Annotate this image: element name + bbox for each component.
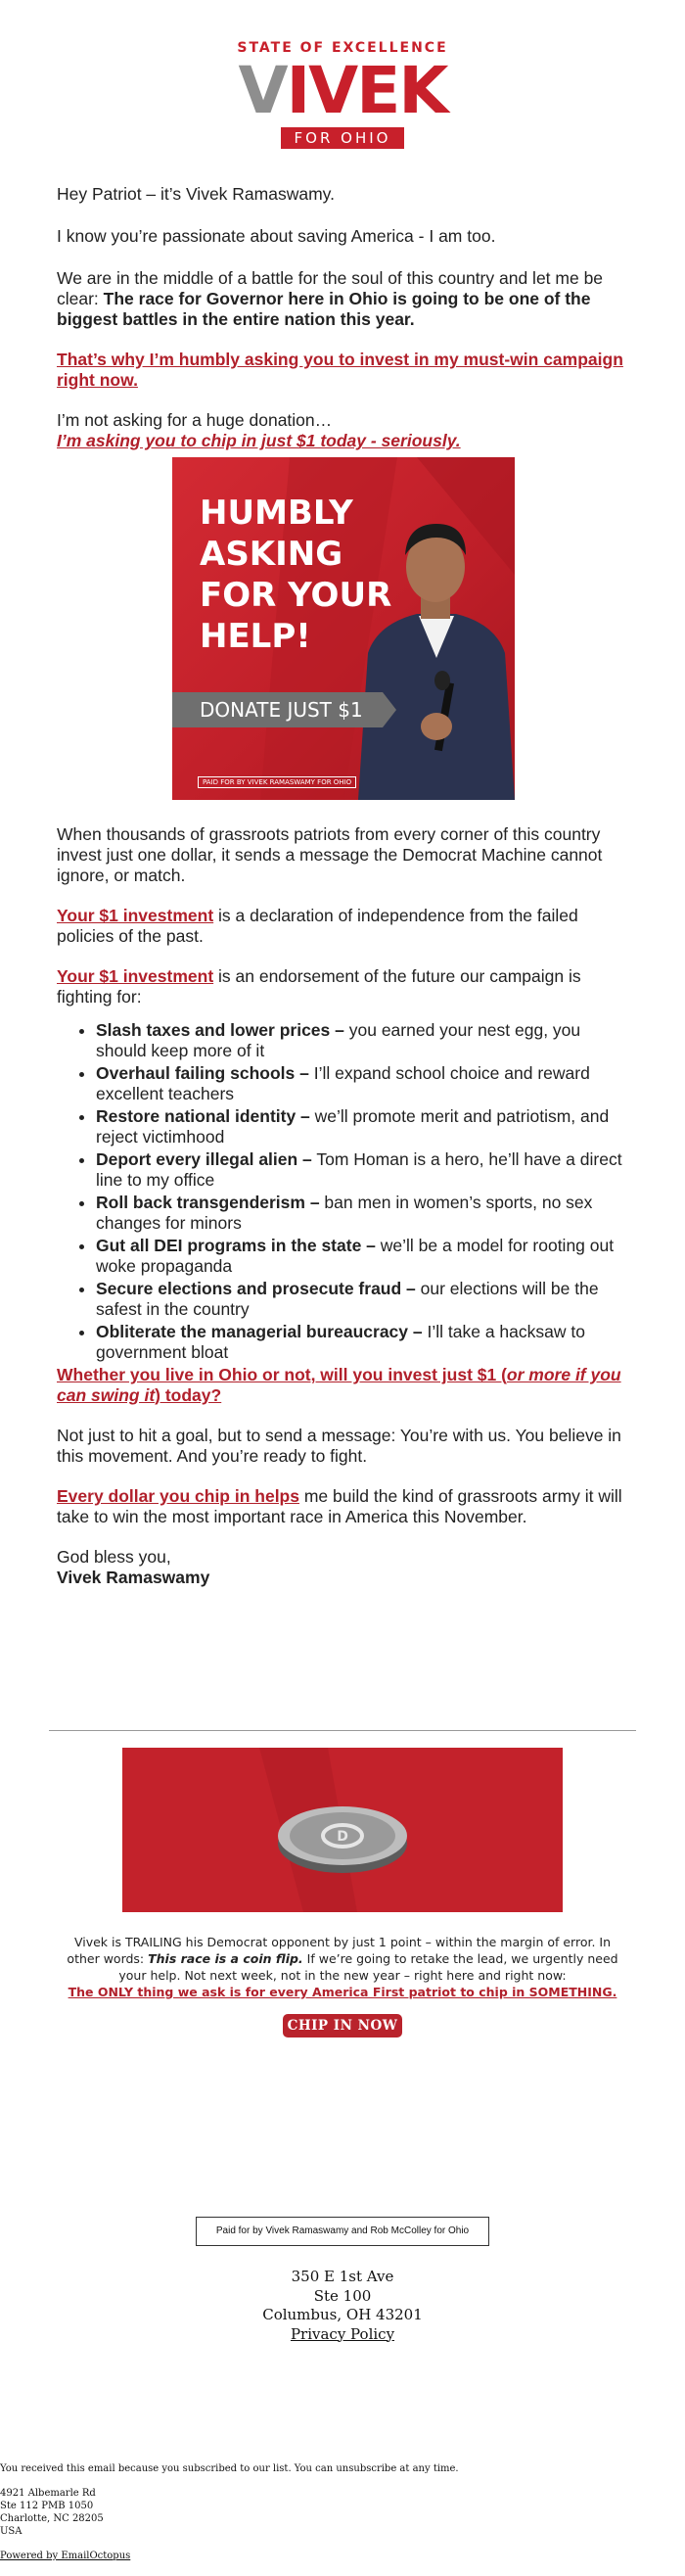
list-item: • Overhaul failing schools – I’ll expand school choice and reward excellent teachers [96,1063,634,1104]
list-item: • Obliterate the managerial bureaucracy – I’ll take a hacksaw to government bloat [96,1322,634,1363]
logo-for-ohio: FOR OHIO [281,127,405,149]
list-item: • Slash taxes and lower prices – you earned your nest egg, you should keep more of it [96,1020,634,1061]
chip-in-now-button[interactable]: CHIP IN NOW [283,2014,402,2037]
coin-flip-image[interactable] [122,1748,563,1912]
hero-headline: HUMBLY ASKING FOR YOUR HELP! [200,493,392,656]
signoff: God bless you, [57,1547,171,1567]
email-footer: You received this email because you subscribed to our list. You can unsubscribe at any time. 4921 Albemarle Rd Ste 112 PMB 1050 Charlotte, NC 28205 USA Powered by EmailOctopus [0,2463,459,2561]
svg-text:D: D [337,1829,348,1845]
paragraph-endorsement: Your $1 investment is an endorsement of the future our campaign is fighting for: [57,966,581,1007]
paragraph-message: Not just to hit a goal, but to send a message: You’re with us. You believe in this movement. And you’re ready to fight. [57,1426,621,1466]
list-item: • Secure elections and prosecute fraud – our elections will be the safest in the country [96,1279,634,1320]
list-item: • Roll back transgenderism – ban men in women’s sports, no sex changes for minors [96,1193,634,1234]
every-dollar-link[interactable]: Every dollar you chip in helps [57,1486,299,1506]
humbly-asking-hero-image[interactable] [172,457,515,800]
cta-invest-link[interactable] [57,350,634,391]
coin-flip-note: Vivek is TRAILING his Democrat opponent by just 1 point – within the margin of error. In other words: This race is a coin flip. If we’re going to retake the lead, we urgently need your help. Not next week, not in the new year – right here and right now: The ONLY thing we ask is for every America First patriot to chip in SOMETHING. [67,1935,618,1999]
cta-ohio-or-not[interactable] [57,1365,634,1406]
logo-wordmark [238,53,447,128]
candidate-portrait [348,487,515,800]
signature: Vivek Ramaswamy [57,1568,210,1587]
list-item: • Gut all DEI programs in the state – we’ll be a model for rooting out woke propaganda [96,1236,634,1277]
logo-tagline: STATE OF EXCELLENCE [237,40,448,56]
logo-word: IVEK [286,53,447,128]
ohio-or-not-link[interactable]: Whether you live in Ohio or not, will you invest just $1 (or more if you can swing it) today? [57,1365,621,1405]
paragraph-battle: We are in the middle of a battle for the soul of this country and let me be clear: The race for Governor here in Ohio is going to be one of the biggest battles in the entire nation this year. [57,268,604,329]
chip-in-1-link[interactable]: I’m asking you to chip in just $1 today - seriously. [57,431,461,450]
subscription-notice: You received this email because you subscribed to our list. You can unsubscribe at any time. [0,2463,459,2474]
issues-list [57,1020,634,1365]
paragraph-passionate: I know you’re passionate about saving America - I am too. [57,226,496,246]
hero-paid-disclaimer: PAID FOR BY VIVEK RAMASWAMY FOR OHIO [198,776,356,788]
invest-link[interactable]: That’s why I’m humbly asking you to invest in my must-win campaign right now. [57,350,623,390]
section-divider [49,1730,636,1731]
cta-chip-in-link[interactable] [57,431,634,451]
paragraph-grassroots: When thousands of grassroots patriots from every corner of this country invest just one dollar, it sends a message the Democrat Machine cannot ignore, or match. [57,824,603,885]
privacy-policy-link[interactable]: Privacy Policy [290,2324,395,2343]
greeting: Hey Patriot – it’s Vivek Ramaswamy. [57,184,335,204]
logo-v: V [238,53,287,128]
donate-just-1-band: DONATE JUST $1 [172,692,383,727]
paid-for-disclaimer: Paid for by Vivek Ramaswamy and Rob McColley for Ohio [196,2217,489,2246]
list-item: • Restore national identity – we’ll promote merit and patriotism, and reject victimhood [96,1106,634,1147]
investment-link-1[interactable]: Your $1 investment [57,906,214,925]
investment-link-2[interactable]: Your $1 investment [57,966,214,986]
chip-in-something-link[interactable]: The ONLY thing we ask is for every America First patriot to chip in SOMETHING. [68,1985,617,1999]
vivek-for-ohio-logo [0,39,685,149]
list-item: • Deport every illegal alien – Tom Homan is a hero, he’ll have a direct line to my office [96,1149,634,1191]
campaign-address: 350 E 1st Ave Ste 100 Columbus, OH 43201 Privacy Policy [262,2268,423,2343]
coin-icon [122,1748,563,1912]
paragraph-not-asking: I’m not asking for a huge donation… [57,410,333,430]
powered-by-emailoctopus-link[interactable]: Powered by EmailOctopus [0,2551,131,2561]
paragraph-declaration: Your $1 investment is a declaration of independence from the failed policies of the past. [57,906,578,946]
paragraph-grassroots-army: Every dollar you chip in helps me build the kind of grassroots army it will take to win the most important race in America this November. [57,1486,622,1526]
